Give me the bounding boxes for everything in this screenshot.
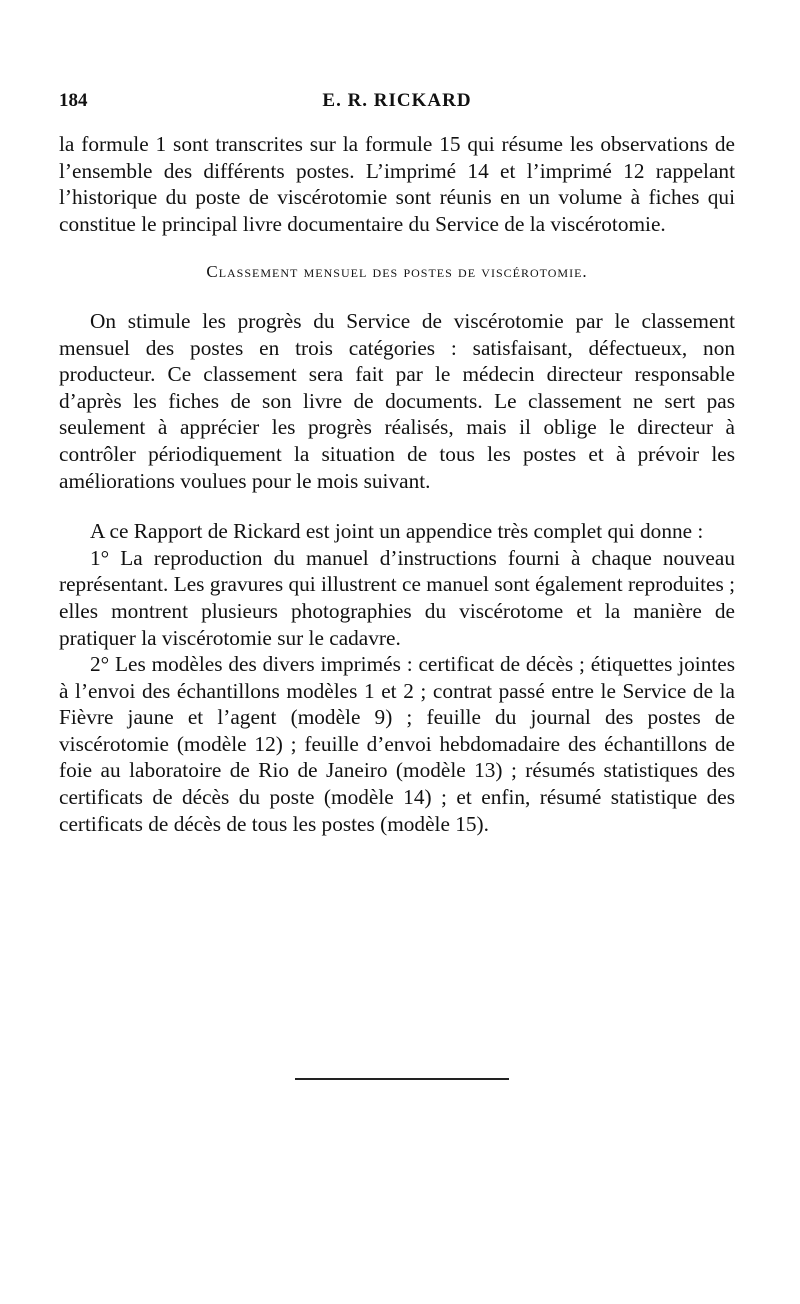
section-heading: Classement mensuel des postes de viscérotomie. bbox=[206, 262, 588, 282]
body-text bbox=[59, 131, 735, 837]
paragraph-classement: On stimule les progrès du Service de viscérotomie par le classement mensuel des postes en trois catégories : satisfaisant, défectueux, non producteur. Ce classement sera fait par le médecin directeur responsable d’après les fiches de son livre de documents. Le classement ne sert pas seulement à apprécier les progrès réalisés, mais il oblige le directeur à contrôler périodiquement la situation de tous les postes et à prévoir les améliorations voulues pour le mois suivant. bbox=[59, 308, 735, 493]
paragraph-continuation: la formule 1 sont transcrites sur la formule 15 qui résume les observations de l’ensemble des différents postes. L’imprimé 14 et l’imprimé 12 rappelant l’historique du poste de viscérotomie sont réunis en un volume à fiches qui constitue le principal livre documentaire du Service de la viscérotomie. bbox=[59, 132, 735, 236]
running-head bbox=[59, 90, 735, 114]
footer-rule bbox=[295, 1078, 509, 1080]
book-page bbox=[59, 0, 735, 1304]
paragraph-gap bbox=[59, 494, 735, 518]
paragraph-item-2: 2° Les modèles des divers imprimés : certificat de décès ; étiquettes jointes à l’envoi des échantillons modèles 1 et 2 ; contrat passé entre le Service de la Fièvre jaune et l’agent (modèle 9) ; feuille du journal des postes de viscérotomie (modèle 12) ; feuille d’envoi hebdomadaire des échantillons de foie au laboratoire de Rio de Janeiro (modèle 13) ; résumés statistiques des certificats de décès du poste (modèle 14) ; et enfin, résumé statistique des certificats de décès de tous les postes (modèle 15). bbox=[59, 652, 735, 836]
running-title: E. R. RICKARD bbox=[322, 90, 472, 111]
paragraph-item-1: 1° La reproduction du manuel d’instructions fourni à chaque nouveau représentant. Les gravures qui illustrent ce manuel sont également reproduites ; elles montrent plusieurs photographies du viscérotome et la manière de pratiquer la viscérotomie sur le cadavre. bbox=[59, 545, 735, 650]
paragraph-appendice: A ce Rapport de Rickard est joint un appendice très complet qui donne : bbox=[90, 519, 704, 544]
page-number: 184 bbox=[59, 90, 88, 111]
